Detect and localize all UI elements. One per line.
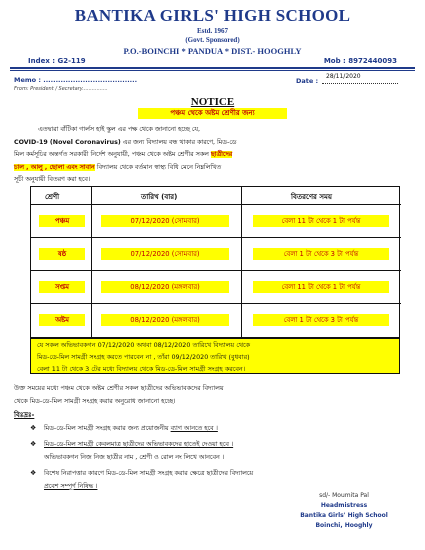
notice-title: NOTICE: [190, 96, 235, 108]
request-text: [14, 382, 412, 407]
body-line-5: সূচী অনুযায়ী বিতরণ করা হবে।: [14, 176, 91, 183]
schedule-header: [31, 187, 401, 205]
row-time: বেলা 11 টা থেকে 1 টা পর্যন্ত: [253, 281, 389, 293]
body-line-2: [14, 137, 412, 150]
row-date: 07/12/2020 (সোমবার): [101, 215, 229, 227]
row-date: 08/12/2020 (মঙ্গলবার): [101, 314, 229, 326]
row-time: বেলা 11 টা থেকে 1 টা পর্যন্ত: [253, 215, 389, 227]
index-number: Index : G2-119: [28, 57, 86, 65]
school-address: P.O.-BOINCHI * PANDUA * DIST.- HOOGHLY: [123, 46, 302, 56]
header-date: তারিখ (বার): [141, 193, 178, 201]
body-line-4: [14, 162, 412, 175]
table-row: [31, 238, 401, 271]
bullet-diamond-icon: ❖: [30, 440, 37, 448]
bullet-continuation: অভিভাবকগন নিজ নিজ ছাত্রীর নাম , শ্রেণী ও রোল নং লিখে আনবেন ।: [44, 454, 224, 461]
row-time: বেলা 1 টা থেকে 3 টা পর্যন্ত: [253, 248, 389, 260]
memo-label: Memo : ......................................: [14, 76, 138, 84]
bullet-text: মিড-ডে-মিল সামগ্রী কেবলমাত্র ছাত্রীদের অভিভাবকদের হাতেই দেওয়া হবে ।: [44, 441, 234, 448]
request-line-1: উক্ত সময়ের মধ্যে পঞ্চম থেকে অষ্টম শ্রেণীর সকল ছাত্রীদের অভিভাবকদের বিদ্যালয়: [14, 384, 224, 392]
alt-note-line-2: মিড-ডে-মিল সামগ্রী সংগ্রহ করতে পারবেন না , তাঁরা 09/12/2020 তারিখ (বুধবার): [37, 353, 250, 361]
request-line-2: থেকে মিড-ডে-মিল সামগ্রী সংগ্রহ করার অনুরোধ জানানো হচ্ছে।: [14, 396, 176, 405]
table-row: [31, 271, 401, 304]
body-line-3: [14, 149, 412, 162]
signature-title: Headmistress: [320, 502, 368, 509]
body-line-4-rest: বিদ্যালয় থেকে বর্তমান স্বাস্থ্য বিধি মেনে নিম্নলিখিত: [94, 163, 222, 171]
row-class: সপ্তম: [39, 281, 85, 293]
row-date: 08/12/2020 (মঙ্গলবার): [101, 281, 229, 293]
notice-subject: পঞ্চম থেকে অষ্টম শ্রেণীর জন্য: [138, 108, 287, 119]
mobile-number: Mob : 8972440093: [323, 57, 397, 65]
bullet-emphasis: ব্যাগ আনতে হবে ।: [170, 425, 218, 432]
row-class: পঞ্চম: [39, 215, 85, 227]
bullet-text: বিশেষ নিরাপত্তার কারণে মিড-ডে-মিল সামগ্রী সংগ্রহ করার ক্ষেত্রে ছাত্রীদের বিদ্যালয়ে: [44, 470, 254, 477]
covid-text: COVID-19 (Novel Coronavirus): [14, 138, 121, 146]
notice-body: [14, 124, 412, 187]
sponsored-line: (Govt. Sponsored): [185, 36, 240, 44]
date-label: Date :: [296, 77, 319, 85]
bullet-text: মিড-ডে-মিল সামগ্রী সংগ্রহ করার জন্য প্রয়োজনীয়: [44, 425, 171, 432]
signature-school: Bantika Girls' High School: [300, 512, 388, 519]
table-row: [31, 205, 401, 238]
signature-place: Boinchi, Hooghly: [315, 522, 373, 529]
header-class: শ্রেণী: [45, 193, 60, 201]
students-highlight: ছাত্রীদের: [210, 151, 233, 158]
school-name: BANTIKA GIRLS' HIGH SCHOOL: [74, 6, 351, 25]
bullet-item: [30, 468, 410, 492]
bullet-diamond-icon: ❖: [30, 469, 37, 477]
body-line-3-start: মিল কর্মসূচির অন্তর্গত সরকারী নির্দেশ অনুযায়ী, পঞ্চম থেকে অষ্টম শ্রেণীর সকল: [14, 151, 211, 158]
row-class: ষষ্ঠ: [39, 248, 85, 260]
row-date: 07/12/2020 (সোমবার): [101, 248, 229, 260]
schedule-table: [30, 186, 400, 338]
note-label: বিঃদ্রঃ-: [14, 411, 35, 419]
body-line-1: এতদ্বারা বাঁটিকা গার্লস হাই স্কুল এর পক্ষ থেকে জানানো হচ্ছে যে,: [38, 126, 200, 133]
row-class: অষ্টম: [39, 314, 85, 326]
signature-name: sd/- Moumita Pal: [319, 492, 369, 499]
alternate-date-note: [30, 338, 400, 374]
bullet-continuation: প্রবেশ সম্পূর্ণ নিষিদ্ধ ।: [44, 483, 98, 490]
alt-note-line-3: বেলা 11 টা থেকে 3 টের মধ্যে বিদ্যালয় থেকে মিড-ডে-মিল সামগ্রী সংগ্রহ করবেন।: [37, 365, 246, 373]
header-rule-thick: [10, 67, 415, 69]
alt-note-line-1: যে সকল অভিভাবকগন 07/12/2020 অথবা 08/12/2020 তারিখে বিদ্যালয় থেকে: [37, 341, 251, 349]
date-dotted-line: [322, 83, 398, 84]
bullet-item: [30, 423, 410, 434]
from-label: From: President / Secretary................: [14, 86, 108, 92]
items-highlight: চাল , আলু , ছোলা এবং সাবান: [14, 163, 95, 171]
table-row: [31, 304, 401, 337]
estd-line: Estd. 1967: [196, 27, 229, 35]
bullet-diamond-icon: ❖: [30, 424, 37, 432]
body-line-2-rest: এর জন্য বিদ্যালয় বন্ধ থাকার কারণে, মিড-ডে: [120, 138, 237, 146]
header-rule-thin: [10, 70, 415, 71]
bullet-item: [30, 439, 410, 463]
row-time: বেলা 1 টা থেকে 3 টা পর্যন্ত: [253, 314, 389, 326]
date-value: 28/11/2020: [326, 73, 361, 80]
header-time: বিতরণের সময়: [291, 193, 332, 201]
